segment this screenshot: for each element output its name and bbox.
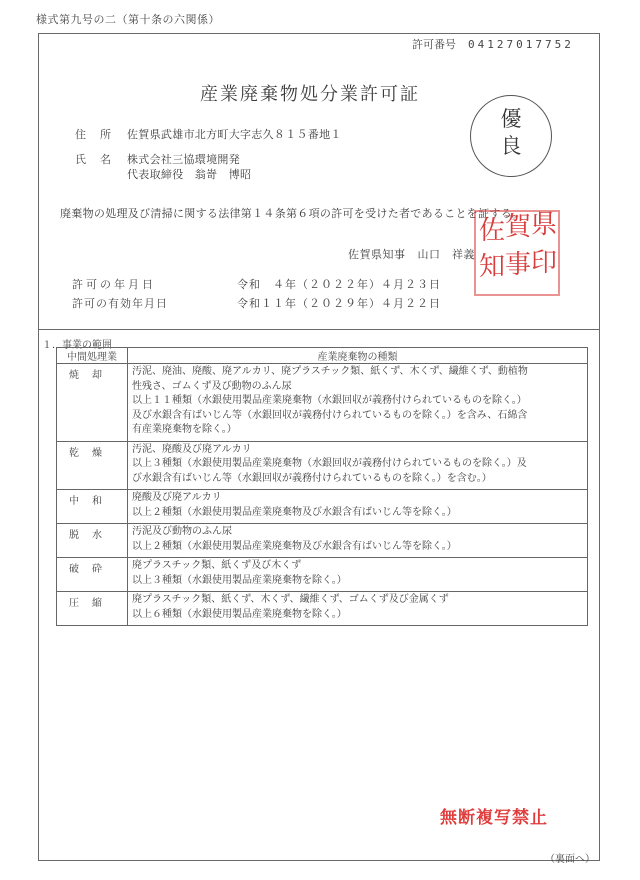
representative-name: 代表取締役 翁嵜 博昭 bbox=[127, 168, 252, 181]
issuer-name: 山口 祥義 bbox=[417, 248, 475, 261]
company-name: 株式会社三協環境開発 bbox=[127, 153, 240, 166]
waste-line: 性残さ、ゴムくず及び動物のふん尿 bbox=[132, 380, 292, 392]
seal-char-3: 県 bbox=[531, 210, 558, 240]
waste-types bbox=[128, 490, 588, 524]
permit-date-label: 許可の年月日 bbox=[72, 278, 156, 291]
waste-types bbox=[128, 364, 588, 442]
waste-column-header: 産業廃棄物の種類 bbox=[128, 348, 588, 364]
waste-types bbox=[128, 524, 588, 558]
excellence-mark bbox=[470, 95, 552, 177]
table-row bbox=[57, 490, 588, 524]
section-divider bbox=[38, 329, 600, 330]
process-column-header: 中間処理業 bbox=[57, 348, 128, 364]
seal-char-6: 印 bbox=[531, 248, 558, 278]
scope-table bbox=[56, 347, 588, 626]
waste-line: び水銀含有ばいじん等（水銀回収が義務付けられているものを除く。）を含む。） bbox=[132, 472, 492, 484]
process-name: 乾燥 bbox=[57, 441, 128, 490]
table-row bbox=[57, 524, 588, 558]
waste-line: 廃プラスチック類、紙くず、木くず、繊維くず、ゴムくず及び金属くず bbox=[132, 594, 449, 605]
excellence-char-1: 優 bbox=[500, 107, 522, 131]
reverse-side-note: （裏面へ） bbox=[545, 854, 595, 865]
permit-number-value: 04127017752 bbox=[468, 38, 574, 51]
process-name: 破砕 bbox=[57, 558, 128, 592]
official-seal bbox=[474, 210, 564, 300]
waste-line: 以上３種類（水銀使用製品産業廃棄物を除く。） bbox=[132, 574, 347, 586]
waste-types bbox=[128, 441, 588, 490]
process-name: 焼却 bbox=[57, 364, 128, 442]
permit-date-value: 令和 ４年（２０２２年）４月２３日 bbox=[237, 278, 441, 291]
document-title: 産業廃棄物処分業許可証 bbox=[200, 84, 420, 105]
process-name: 圧縮 bbox=[57, 592, 128, 626]
permit-number-label: 許可番号 bbox=[412, 38, 456, 51]
table-row bbox=[57, 558, 588, 592]
scope-table-header bbox=[57, 348, 588, 364]
process-name: 中和 bbox=[57, 490, 128, 524]
no-copy-notice: 無断複写禁止 bbox=[440, 808, 548, 828]
waste-line: 有産業廃棄物を除く。） bbox=[132, 424, 237, 435]
seal-char-5: 事 bbox=[505, 250, 532, 280]
waste-line: 及び水銀含有ばいじん等（水銀回収が義務付けられているものを除く。）を含み、石綿含 bbox=[132, 409, 528, 421]
table-row bbox=[57, 441, 588, 490]
scope-section-title: １．事業の範囲 bbox=[42, 340, 112, 351]
waste-line: 廃酸及び廃アルカリ bbox=[132, 492, 222, 503]
process-name: 脱水 bbox=[57, 524, 128, 558]
table-row bbox=[57, 364, 588, 442]
waste-line: 汚泥及び動物のふん尿 bbox=[132, 526, 232, 537]
waste-line: 以上２種類（水銀使用製品産業廃棄物及び水銀含有ばいじん等を除く。） bbox=[132, 506, 457, 518]
address-label: 住所 bbox=[75, 128, 125, 141]
expiry-date-label: 許可の有効年月日 bbox=[72, 297, 168, 310]
issuer-title: 佐賀県知事 bbox=[348, 248, 406, 261]
waste-line: 以上３種類（水銀使用製品産業廃棄物（水銀回収が義務付けられているものを除く。）及 bbox=[132, 458, 527, 469]
seal-char-2: 賀 bbox=[505, 212, 532, 242]
seal-char-4: 知 bbox=[479, 252, 506, 282]
waste-line: 汚泥、廃酸及び廃アルカリ bbox=[132, 443, 252, 455]
excellence-char-2: 良 bbox=[500, 134, 522, 158]
seal-char-1: 佐 bbox=[479, 216, 506, 246]
waste-line: 以上１１種類（水銀使用製品産業廃棄物（水銀回収が義務付けられているものを除く。） bbox=[132, 395, 527, 406]
name-label: 氏名 bbox=[75, 153, 125, 166]
waste-types bbox=[128, 558, 588, 592]
waste-line: 以上２種類（水銀使用製品産業廃棄物及び水銀含有ばいじん等を除く。） bbox=[132, 540, 457, 552]
expiry-date-value: 令和１１年（２０２９年）４月２２日 bbox=[237, 297, 441, 310]
waste-line: 廃プラスチック類、紙くず及び木くず bbox=[132, 560, 302, 571]
certification-notice: 廃棄物の処理及び清掃に関する法律第１４条第６項の許可を受けた者であることを証する。 bbox=[60, 207, 524, 220]
issuer bbox=[348, 246, 475, 262]
waste-line: 以上６種類（水銀使用製品産業廃棄物を除く。） bbox=[132, 608, 347, 620]
permit-number bbox=[412, 36, 574, 52]
waste-types bbox=[128, 592, 588, 626]
table-row bbox=[57, 592, 588, 626]
address-value: 佐賀県武雄市北方町大字志久８１５番地１ bbox=[127, 128, 342, 141]
waste-line: 汚泥、廃油、廃酸、廃アルカリ、廃プラスチック類、紙くず、木くず、繊維くず、動植物 bbox=[132, 366, 528, 377]
form-number: 様式第九号の二（第十条の六関係） bbox=[36, 13, 220, 26]
